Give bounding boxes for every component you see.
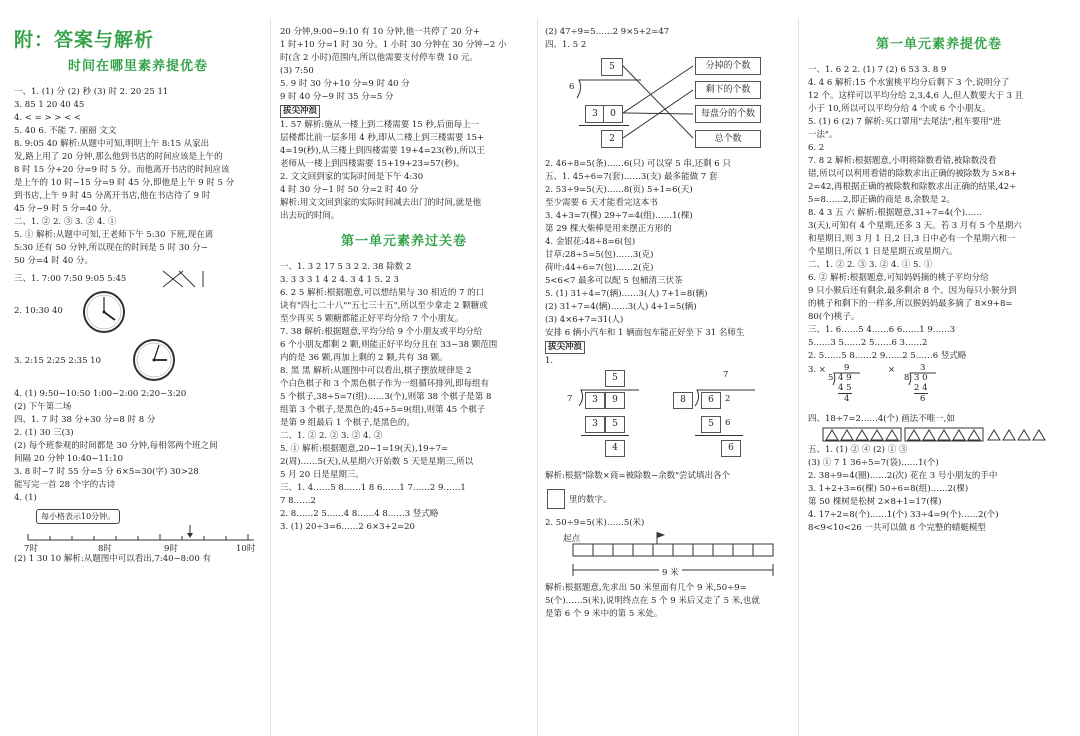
text-line: 错,所以可以利用看错的除数求出正确的被除数为 5×8+	[808, 169, 1017, 179]
text-line: 四、1. 7 时 38 分+30 分=8 时 8 分	[14, 415, 156, 425]
text-line: 二、1. ② 2. ② 3. ② 4. ②	[280, 431, 383, 441]
matching-lines-figure	[14, 268, 262, 290]
text-line: 8. 4 3 五 六 解析:根据题意,31÷7=4(个)……	[808, 208, 983, 218]
tag-label: 拔尖冲浪	[280, 105, 320, 118]
answer-box: 3	[585, 105, 605, 123]
dividend-label: 3 0	[914, 373, 928, 383]
text-line: 4. (1) 9:50−10:50 1:00−2:00 2:20−3:20	[14, 389, 187, 399]
text-line: 个星期日,所以 1 日是星期五或星期六。	[808, 247, 958, 257]
digit-label: 2	[725, 394, 731, 404]
answer-box: 5	[701, 416, 721, 433]
quotient-label: 9	[844, 363, 850, 373]
distance-figure	[545, 530, 790, 582]
text-line: 2. 10:30 40	[14, 306, 63, 316]
text-line: 的桃子和剩下的一样多,所以猴妈妈最多摘了 8×9+8=	[808, 299, 1013, 309]
text-line: 5=8……2,即正确的商是 8,余数是 2。	[808, 195, 955, 205]
divisor-label: 5	[828, 373, 834, 383]
section-tag	[280, 104, 528, 119]
text-line: 解析:根据题意,先求出 50 米里面有几个 9 米,50÷9=	[545, 583, 747, 593]
match-label-box: 剩下的个数	[695, 81, 761, 99]
text-line: 12 个。这样可以平均分给 2,3,4,6 人,但人数要大于 3 且	[808, 91, 1024, 101]
text-line: (2) 下午第二场	[14, 402, 72, 412]
text-line: 5:30 还有 50 分钟,所以现在的时间是 5 时 30 分−	[14, 243, 208, 253]
text-line: 一、1. 3 2 17 5 3 2 2. 38 除数 2	[280, 262, 412, 272]
section-title: 第一单元素养提优卷	[875, 37, 1002, 52]
text-line: (3) ① 7 1 36÷5=7(袋)……1(个)	[808, 458, 939, 468]
triangles-figure	[808, 426, 1070, 444]
text-line: 个白色棋子和 3 个黑色棋子作为一组循环排列,即每组有	[280, 379, 490, 389]
empty-box	[547, 489, 565, 509]
text-line: 2. 50÷9=5(米)……5(米)	[545, 518, 645, 528]
text-line: 和星期日,则 3 月 1 日,2 日,3 日中必有一个星期六和一	[808, 234, 1016, 244]
text-line: 3. 4+3=7(棵) 29÷7=4(组)……1(棵)	[545, 211, 693, 221]
text-line: 2. 38÷9=4(圈)……2(次) 花在 3 号小朋友的手中	[808, 471, 998, 481]
text-line: 是第 9 组最后 1 个棋子,是黑色的。	[280, 418, 415, 428]
timeline-tick: 9时	[164, 544, 178, 554]
text-line: 4 时 30 分−1 时 50 分=2 时 40 分	[280, 185, 419, 195]
text-line: 内的是 36 颗,再加上剩的 2 颗,共有 38 颗。	[280, 353, 448, 363]
text-line: 是第 6 个 9 米中的第 5 米处。	[545, 609, 663, 619]
text-line: 3. (1) 20÷3=6……2 6×3+2=20	[280, 522, 415, 532]
text-line: 解析:根据"除数×商=被除数−余数"尝试填出各个	[545, 471, 731, 481]
cross-mark: 3. ×	[808, 365, 826, 375]
text-line: 20 分钟,9:00−9:10 有 10 分钟,他一共停了 20 分+	[280, 27, 480, 37]
text-line: 3. 3 3 3 1 4 2 4. 3 4 1 5. 2 3	[280, 275, 399, 285]
text-line: 5. (1) 31÷4=7(辆)……3(人) 7+1=8(辆)	[545, 289, 708, 299]
text-line: (2) 每个班参观的时间都是 30 分钟,每相邻两个班之间	[14, 441, 218, 451]
text-line: 能写完一首 28 个字的古诗	[14, 480, 116, 490]
text-line: 一法"。	[808, 130, 838, 140]
remainder-label: 4	[844, 394, 850, 404]
text-line: 1 时+10 分=1 时 30 分。1 小时 30 分钟在 30 分钟~2 小	[280, 40, 507, 50]
text-line: 4. < = > > < <	[14, 113, 82, 123]
clock-figure-1	[14, 290, 262, 334]
column-1	[14, 0, 262, 736]
text-line: 2. 5……5 8……2 9……2 5……6 竖式略	[808, 351, 967, 361]
dividend-label: 4 9	[838, 373, 852, 383]
answer-box: 4	[605, 440, 625, 457]
main-title: 附：答案与解析	[14, 29, 155, 51]
timeline-tick: 8时	[98, 544, 112, 554]
text-line: 是上午的 10 时−15 分=9 时 45 分,即他是上午 9 时 5 分	[14, 178, 235, 188]
text-line: 1. 57 解析:施从一楼上到二楼需要 15 秒,后面每上一	[280, 120, 480, 130]
text-line: 第 29 棵大柴棒是用来摆正方形的	[545, 224, 672, 234]
empty-box-line	[545, 489, 790, 511]
quotient-label: 3	[920, 363, 926, 373]
section-title: 时间在哪里素养提优卷	[67, 59, 208, 74]
text-line: 4. (1)	[14, 493, 37, 503]
text-line: 3. 8 时−7 时 55 分=5 分 6×5=30(字) 30>28	[14, 467, 199, 477]
text-line: 四、18÷7=2……4(个) 画法不唯一,如	[808, 414, 955, 424]
text-line: 4. 17÷2=8(个)……1(个) 33÷4=9(个)……2(个)	[808, 510, 999, 520]
text-line: (2) 31÷7=4(辆)……3(人) 4+1=5(辆)	[545, 302, 697, 312]
timeline-figure	[14, 505, 262, 553]
column-2	[280, 0, 528, 736]
clock-figure-2	[14, 340, 262, 382]
answer-box: 5	[605, 370, 625, 387]
text-line: 8 时 15 分+20 分=9 时 5 分。而他离开书店的时间应该	[14, 165, 230, 175]
length-label: 9 米	[659, 566, 682, 578]
clock-icon	[82, 290, 126, 334]
text-line: 6 个小朋友都剩 2 颗,则能正好平均分且在 33~38 颗范围	[280, 340, 498, 350]
text-line: 间隔 20 分钟 10:40−11:10	[14, 454, 124, 464]
text-line: 5<6<7 最多可以配 5 包桶清三伏茶	[545, 276, 683, 286]
divider	[579, 125, 629, 126]
text-line: 时(含 2 小时)范围内,所以他需要支付停车费 10 元。	[280, 53, 478, 63]
text-line: 2. 文文回到家的实际时间是下午 4:30	[280, 172, 424, 182]
answer-box: 6	[701, 392, 721, 409]
text-line: 3. 85 1 20 40 45	[14, 100, 85, 110]
divisor-label: 8	[904, 373, 910, 383]
text-line: 8. 黑 黑 解析:从题图中可以看出,棋子摆放规律是 2	[280, 366, 472, 376]
text-line: 至少需要 6 天才能看完这本书	[545, 198, 658, 208]
tag-label: 拔尖冲浪	[545, 341, 585, 354]
answer-box: 8	[673, 392, 693, 409]
text-line: 到书店,上午 9 时 45 分离开书店,他在书店待了 9 时	[14, 191, 211, 201]
timeline-tick: 10时	[236, 544, 256, 554]
text-line: 2. 53÷9=5(天)……8(页) 5+1=6(天)	[545, 185, 693, 195]
text-line: 6. 2	[808, 143, 825, 153]
text-line: (2) 1 30 10 解析:从题图中可以看出,7:40−8:00 有	[14, 554, 211, 564]
digit-label: 6	[725, 418, 731, 428]
text-line: 2. 46÷8=5(条)……6(只) 可以穿 5 串,还剩 6 只	[545, 159, 731, 169]
text-line: 5. ① 解析:根据题意,20−1=19(天),19÷7=	[280, 444, 449, 454]
text-line: 诀有"四七二十八""五七三十五",所以至少拿走 2 颗糖或	[280, 301, 488, 311]
answer-box: 2	[601, 130, 623, 148]
text-line: 9 只小猴后还有剩余,最多剩余 8 个。因为每只小猴分到	[808, 286, 1017, 296]
product-label: 2 4	[914, 383, 928, 393]
text-line: 荷叶:44÷6=7(包)……2(克)	[545, 263, 654, 273]
matching-figure	[545, 52, 790, 152]
section-title: 第一单元素养过关卷	[340, 234, 467, 249]
text-line: 出去玩的时间。	[280, 211, 340, 221]
text-line: 一、1. (1) 分 (2) 秒 (3) 时 2. 20 25 11	[14, 87, 169, 97]
text-line: 5 月 20 日是星期三。	[280, 470, 364, 480]
matching-lines-icon	[159, 268, 219, 290]
text-line: 里的数字。	[569, 495, 612, 505]
divider	[581, 435, 629, 436]
start-label: 起点	[563, 534, 581, 544]
text-line: 2. 8……2 5……4 8……4 8……3 竖式略	[280, 509, 439, 519]
text-line: (2) 47÷9=5……2 9×5+2=47	[545, 27, 670, 37]
text-line: 三、1. 6……5 4……6 6……1 9……3	[808, 325, 956, 335]
text-line: 3. 1+2+3=6(棵) 50÷6=8(组)……2(棵)	[808, 484, 969, 494]
text-line: 5(个)……5(米),说明终点在 5 个 9 米后又走了 5 米,也就	[545, 596, 760, 606]
text-line: 4. 4 6 解析:15 个水蜜桃平均分后剩下 3 个,说明分了	[808, 78, 1010, 88]
text-line: 3(天),可知有 4 个星期,还多 3 天。若 3 月有 5 个星期六	[808, 221, 1022, 231]
quotient-label: 7	[723, 370, 729, 380]
answer-box: 0	[603, 105, 623, 123]
text-line: 45 分−9 时 5 分=40 分。	[14, 204, 117, 214]
product-label: 4 5	[838, 383, 852, 393]
text-line: 7 8……2	[280, 496, 316, 506]
section-tag	[545, 340, 790, 355]
text-line: 5……3 5……2 5……6 3……2	[808, 338, 928, 348]
text-line: 安排 6 辆小汽车和 1 辆面包车能正好坐下 31 名师生	[545, 328, 745, 338]
text-line: 5. 40 6. 不能 7. 丽丽 文文	[14, 126, 117, 136]
text-line: 5. (1) 6 (2) 7 解析:买口罩用"去尾法";租车要用"进	[808, 117, 1001, 127]
answer-box: 9	[605, 392, 625, 409]
divider	[695, 435, 743, 436]
text-line: 四、1. 5 2	[545, 40, 587, 50]
text-line: 8<9<10<26 一共可以做 8 个完整的蜻蜓模型	[808, 523, 986, 533]
timeline-tick: 7时	[24, 544, 38, 554]
vertical-calc-figure	[808, 363, 1070, 407]
divisor-label: 6	[569, 82, 575, 92]
text-line: 7. 8 2 解析:根据题意,小明将除数看错,被除数没看	[808, 156, 997, 166]
text-line: 3. 2:15 2:25 2:35 10	[14, 356, 101, 366]
cross-mark: ×	[888, 365, 896, 375]
column-4	[808, 0, 1070, 736]
text-line: 5. 9 时 30 分+10 分=9 时 40 分	[280, 79, 410, 89]
clock-icon	[132, 338, 176, 382]
text-line: 组第 3 个棋子,是黑色的;45÷5=9(组),则第 45 个棋子	[280, 405, 486, 415]
text-line: 7. 38 解析:根据题意,平均分给 9 个小朋友或平均分给	[280, 327, 483, 337]
text-line: 4=19(秒),从三楼上到四楼需要 19+4=23(秒),所以王	[280, 146, 486, 156]
match-label-box: 每盘分的个数	[695, 105, 761, 123]
answer-box: 3	[585, 416, 605, 433]
text-line: (3) 7:50	[280, 66, 314, 76]
answer-box: 3	[585, 392, 605, 409]
timeline-ruler	[18, 523, 258, 553]
match-label-box: 总个数	[695, 130, 761, 148]
column-3	[545, 0, 790, 736]
text-line: 老师从一楼上到四楼需要 15+19+23=57(秒)。	[280, 159, 465, 169]
text-line: 三、1. 4……5 8……1 8 6……1 7……2 9……1	[280, 483, 466, 493]
text-line: 三、1. 7:00 7:50 9:05 5:45	[14, 274, 127, 284]
text-line: 80(个)桃子。	[808, 312, 860, 322]
text-line: 二、1. ② 2. ③ 3. ② 4. ① 5. ①	[808, 260, 933, 270]
text-line: 第 50 棵树是松树 2×8+1=17(棵)	[808, 497, 942, 507]
text-line: 2(周)……5(天),从星期六开始数 5 天是星期三,所以	[280, 457, 474, 467]
answer-box: 5	[601, 58, 623, 76]
text-line: 8. 9:05 40 解析:从题中可知,明明上午 8:15 从家出	[14, 139, 210, 149]
text-line: 五、1. (1) ② ④ (2) ① ③	[808, 445, 908, 455]
text-line: 50 分=4 时 40 分。	[14, 256, 93, 266]
text-line: 甘草:28÷5=5(包)……3(克)	[545, 250, 654, 260]
text-line: 层楼都比前一层多用 4 秒,即从二楼上到三楼需要 15+	[280, 133, 485, 143]
text-line: 至少再买 5 颗糖都能正好平均分给 7 个小朋友。	[280, 314, 464, 324]
text-line: (3) 4×6+7=31(人)	[545, 315, 624, 325]
text-line: 4. 金银花:48÷8=6(包)	[545, 237, 636, 247]
text-line: 解析:用文文回到家的实际时间减去出门的时间,就是他	[280, 198, 482, 208]
vertical-division-figure	[545, 368, 790, 464]
text-line: 小于 10,所以可以平均分给 4 个或 6 个小朋友。	[808, 104, 991, 114]
text-line: 2. (1) 30 三(3)	[14, 428, 74, 438]
text-line: 1.	[545, 356, 554, 366]
match-lines-icon	[623, 52, 703, 152]
divisor-label: 7	[567, 394, 573, 404]
text-line: 5 个棋子,38÷5=7(组)……3(个),则第 38 个棋子是第 8	[280, 392, 492, 402]
text-line: 二、1. ② 2. ③ 3. ② 4. ①	[14, 217, 117, 227]
text-line: 5. ① 解析:从题中可知,王老师下午 5:30 下班,现在离	[14, 230, 214, 240]
triangles-icon	[822, 427, 1070, 443]
answer-box: 6	[721, 440, 741, 457]
text-line: 一、1. 6 2 2. (1) 7 (2) 6 53 3. 8 9	[808, 65, 947, 75]
text-line: 发,路上用了 20 分钟,那么他到书店的时间应该是上午的	[14, 152, 223, 162]
text-line: 五、1. 45÷6=7(套)……3(支) 最多能做 7 套	[545, 172, 718, 182]
text-line: 9 时 40 分−9 时 35 分=5 分	[280, 92, 394, 102]
text-line: 6. ② 解析:根据题意,可知妈妈摘的桃子平均分给	[808, 273, 989, 283]
timeline-note: 每小格表示10分钟。	[36, 509, 120, 524]
match-label-box: 分掉的个数	[695, 57, 761, 75]
text-line: 6. 2 5 解析:根据题意,可以想结果与 30 相近的 7 的口	[280, 288, 485, 298]
text-line: 2=42,再根据正确的被除数和除数求出正确的结果,42÷	[808, 182, 1017, 192]
answer-box: 5	[605, 416, 625, 433]
remainder-label: 6	[920, 394, 926, 404]
